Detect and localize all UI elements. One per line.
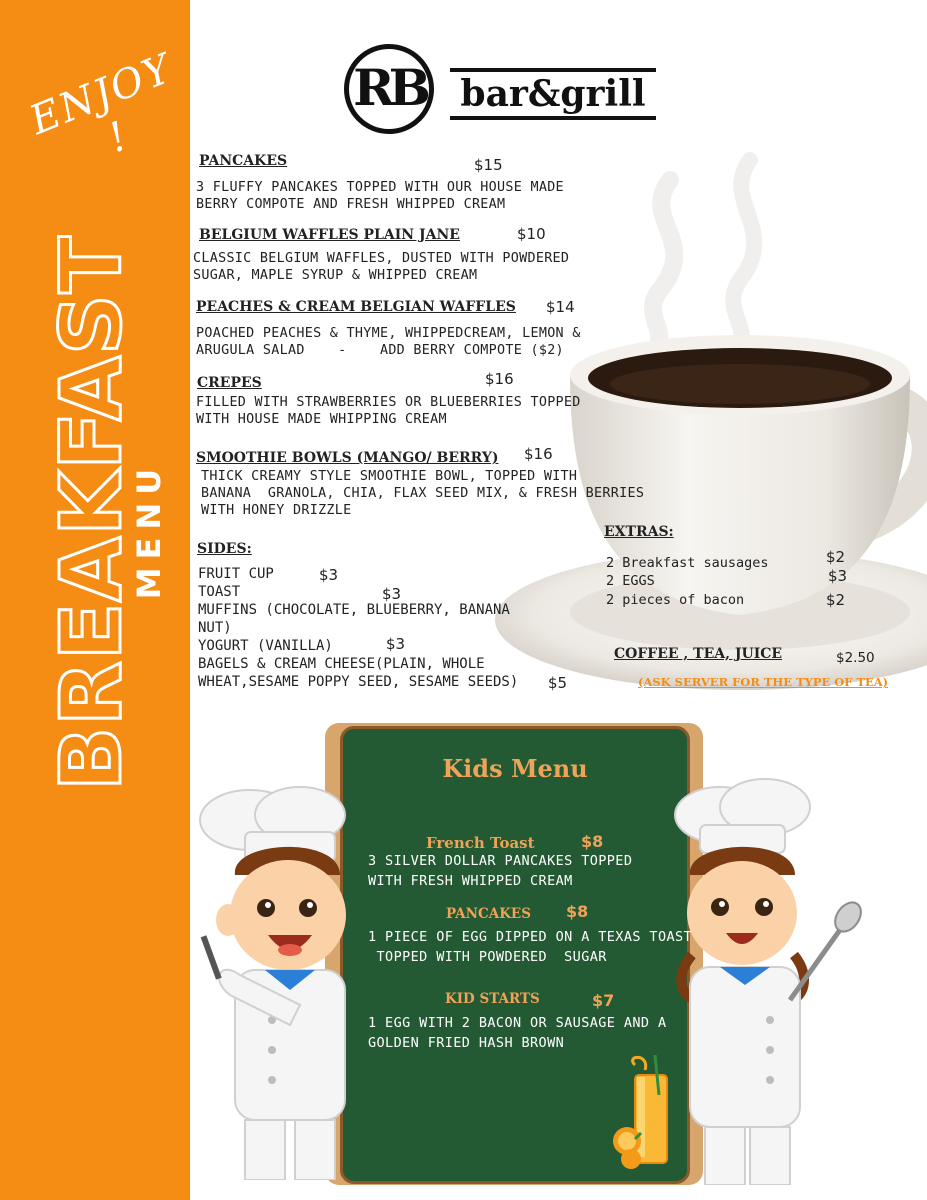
desc-line: 1 PIECE OF EGG DIPPED ON A TEXAS TOAST xyxy=(368,929,693,945)
item-price-crepes: $16 xyxy=(485,370,514,388)
side-price: $3 xyxy=(319,566,339,584)
item-desc-pancakes xyxy=(196,179,564,213)
menu-heading: MENU xyxy=(130,460,168,600)
item-price-smoothie: $16 xyxy=(524,445,553,463)
extra-price: $2 xyxy=(826,591,846,609)
item-price-peaches: $14 xyxy=(546,298,575,316)
chef-boy-illustration xyxy=(190,780,360,1180)
desc-line: BERRY COMPOTE AND FRESH WHIPPED CREAM xyxy=(196,197,506,212)
item-price-waffles: $10 xyxy=(517,225,546,243)
desc-line: 3 FLUFFY PANCAKES TOPPED WITH OUR HOUSE MADE xyxy=(196,180,564,195)
item-title-waffles: BELGIUM WAFFLES PLAIN JANE xyxy=(199,227,460,243)
menu-heading-wrap xyxy=(124,450,174,610)
side-price: $3 xyxy=(386,635,406,653)
desc-line: POACHED PEACHES & THYME, WHIPPEDCREAM, LEMON & xyxy=(196,326,581,341)
side-item: MUFFINS (CHOCOLATE, BLUEBERRY, BANANA xyxy=(198,602,510,618)
extra-price: $2 xyxy=(826,548,846,566)
kids-item-title: PANCAKES xyxy=(446,906,531,922)
side-item: NUT) xyxy=(198,620,232,636)
drinks-title: COFFEE , TEA, JUICE xyxy=(614,646,783,662)
chef-girl-illustration xyxy=(670,775,870,1185)
item-title-crepes: CREPES xyxy=(197,375,262,391)
breakfast-heading-wrap xyxy=(42,234,140,791)
extra-item: 2 Breakfast sausages xyxy=(606,555,769,571)
desc-line: WITH HONEY DRIZZLE xyxy=(201,503,352,518)
kids-item-title: French Toast xyxy=(426,834,535,852)
kids-item-desc xyxy=(368,927,692,967)
item-price-pancakes: $15 xyxy=(474,156,503,174)
item-desc-waffles xyxy=(193,250,569,284)
item-title-peaches: PEACHES & CREAM BELGIAN WAFFLES xyxy=(196,299,516,315)
item-title-smoothie: SMOOTHIE BOWLS (MANGO/ BERRY) xyxy=(196,450,499,466)
extra-item: 2 EGGS xyxy=(606,573,655,589)
logo-name: bar&grill xyxy=(450,68,656,120)
desc-line: WITH HOUSE MADE WHIPPING CREAM xyxy=(196,412,447,427)
desc-line: BANANA GRANOLA, CHIA, FLAX SEED MIX, & FRESH BERRIES xyxy=(201,486,645,501)
extras-title: EXTRAS: xyxy=(604,524,674,540)
side-item: TOAST xyxy=(198,584,241,600)
side-price: $5 xyxy=(548,674,568,692)
extra-item: 2 pieces of bacon xyxy=(606,592,745,608)
desc-line: THICK CREAMY STYLE SMOOTHIE BOWL, TOPPED WITH xyxy=(201,469,578,484)
desc-line: GOLDEN FRIED HASH BROWN xyxy=(368,1035,565,1051)
restaurant-logo xyxy=(344,44,654,136)
side-item: YOGURT (VANILLA) xyxy=(198,638,333,654)
desc-line: SUGAR, MAPLE SYRUP & WHIPPED CREAM xyxy=(193,268,478,283)
side-item: FRUIT CUP xyxy=(198,566,274,582)
side-price: $3 xyxy=(382,585,402,603)
desc-line: 3 SILVER DOLLAR PANCAKES TOPPED xyxy=(368,853,633,869)
desc-line: 1 EGG WITH 2 BACON OR SAUSAGE AND A xyxy=(368,1015,667,1031)
desc-line: CLASSIC BELGIUM WAFFLES, DUSTED WITH POWDERED xyxy=(193,251,570,266)
drinks-price: $2.50 xyxy=(836,650,875,666)
kids-item-price: $7 xyxy=(592,991,615,1010)
side-item: BAGELS & CREAM CHEESE(PLAIN, WHOLE xyxy=(198,656,485,672)
sides-title: SIDES: xyxy=(197,541,252,557)
side-item: WHEAT,SESAME POPPY SEED, SESAME SEEDS) xyxy=(198,674,519,690)
kids-item-price: $8 xyxy=(581,832,604,851)
logo-initials: RB xyxy=(353,58,425,117)
tea-note: (ASK SERVER FOR THE TYPE OF TEA) xyxy=(638,675,889,689)
item-title-pancakes: PANCAKES xyxy=(199,153,288,169)
desc-line: FILLED WITH STRAWBERRIES OR BLUEBERRIES TOPPED xyxy=(196,395,581,410)
desc-line: WITH FRESH WHIPPED CREAM xyxy=(368,873,573,889)
desc-line: ARUGULA SALAD - ADD BERRY COMPOTE ($2) xyxy=(196,343,564,358)
item-desc-smoothie xyxy=(201,468,644,519)
kids-item-desc xyxy=(368,1013,666,1053)
kids-menu-title: Kids Menu xyxy=(442,754,588,783)
kids-item-desc xyxy=(368,851,632,891)
extra-price: $3 xyxy=(828,567,848,585)
breakfast-heading: BREAKFAST xyxy=(42,234,140,791)
kids-item-title: KID STARTS xyxy=(445,991,540,1007)
item-desc-crepes xyxy=(196,394,581,428)
item-desc-peaches xyxy=(196,325,581,359)
kids-item-price: $8 xyxy=(566,902,589,921)
coffee-cup-illustration xyxy=(490,150,927,710)
enjoy-script: ENJOY ! xyxy=(23,45,180,163)
desc-line: TOPPED WITH POWDERED SUGAR xyxy=(368,949,607,965)
